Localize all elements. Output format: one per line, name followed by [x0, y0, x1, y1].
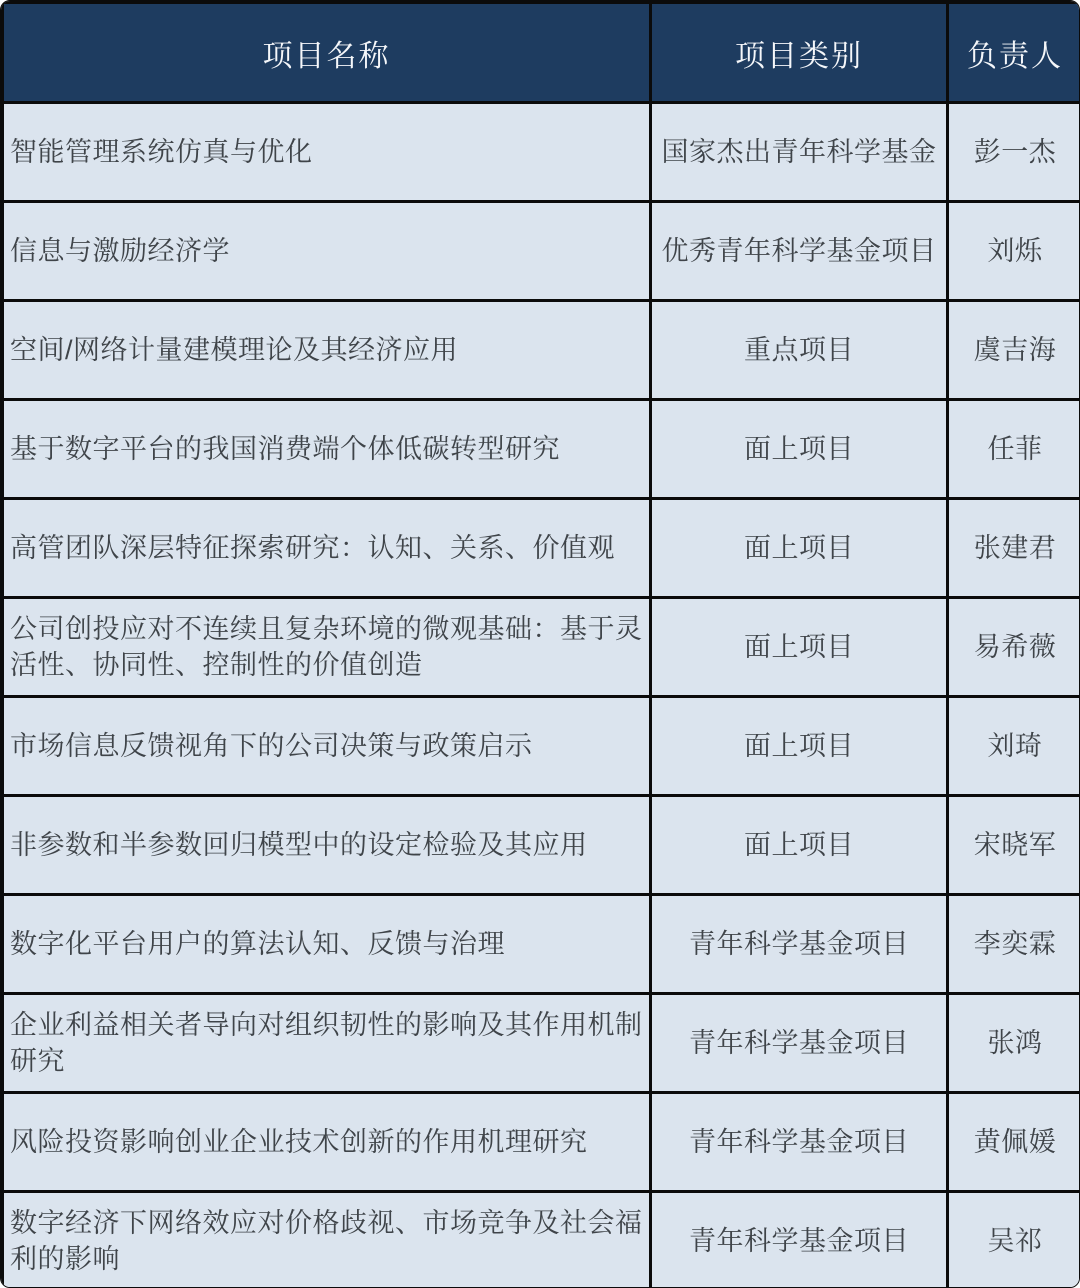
table-row — [3, 1192, 1080, 1288]
project-name-cell: 高管团队深层特征探索研究：认知、关系、价值观 — [3, 499, 651, 598]
leader-cell: 宋晓军 — [948, 796, 1080, 895]
leader-cell: 黄佩媛 — [948, 1093, 1080, 1192]
project-category-cell: 青年科学基金项目 — [651, 895, 948, 994]
project-name-cell: 公司创投应对不连续且复杂环境的微观基础：基于灵活性、协同性、控制性的价值创造 — [3, 598, 651, 697]
project-category-cell: 青年科学基金项目 — [651, 994, 948, 1093]
table-row — [3, 499, 1080, 598]
table-row — [3, 598, 1080, 697]
project-category-cell: 青年科学基金项目 — [651, 1093, 948, 1192]
table-row — [3, 895, 1080, 994]
project-category-cell: 优秀青年科学基金项目 — [651, 202, 948, 301]
project-category-cell: 面上项目 — [651, 598, 948, 697]
project-name-cell: 信息与激励经济学 — [3, 202, 651, 301]
header-cell-project-name: 项目名称 — [3, 3, 651, 103]
leader-cell: 虞吉海 — [948, 301, 1080, 400]
leader-cell: 张建君 — [948, 499, 1080, 598]
header-cell-leader: 负责人 — [948, 3, 1080, 103]
projects-table-grid — [1, 1, 1080, 1288]
leader-cell: 任菲 — [948, 400, 1080, 499]
project-name-cell: 市场信息反馈视角下的公司决策与政策启示 — [3, 697, 651, 796]
project-category-cell: 青年科学基金项目 — [651, 1192, 948, 1288]
table-row — [3, 202, 1080, 301]
leader-cell: 吴祁 — [948, 1192, 1080, 1288]
leader-cell: 张鸿 — [948, 994, 1080, 1093]
project-category-cell: 面上项目 — [651, 499, 948, 598]
project-name-cell: 非参数和半参数回归模型中的设定检验及其应用 — [3, 796, 651, 895]
project-category-cell: 面上项目 — [651, 400, 948, 499]
leader-cell: 易希薇 — [948, 598, 1080, 697]
table-row — [3, 994, 1080, 1093]
table-row — [3, 400, 1080, 499]
table-header-row — [3, 3, 1080, 103]
project-name-cell: 空间/网络计量建模理论及其经济应用 — [3, 301, 651, 400]
table-row — [3, 103, 1080, 202]
project-category-cell: 国家杰出青年科学基金 — [651, 103, 948, 202]
leader-cell: 刘烁 — [948, 202, 1080, 301]
project-name-cell: 数字化平台用户的算法认知、反馈与治理 — [3, 895, 651, 994]
table-row — [3, 1093, 1080, 1192]
table-row — [3, 796, 1080, 895]
project-name-cell: 数字经济下网络效应对价格歧视、市场竞争及社会福利的影响 — [3, 1192, 651, 1288]
leader-cell: 李奕霖 — [948, 895, 1080, 994]
project-category-cell: 面上项目 — [651, 697, 948, 796]
project-name-cell: 企业利益相关者导向对组织韧性的影响及其作用机制研究 — [3, 994, 651, 1093]
project-name-cell: 智能管理系统仿真与优化 — [3, 103, 651, 202]
project-name-cell: 基于数字平台的我国消费端个体低碳转型研究 — [3, 400, 651, 499]
table-row — [3, 301, 1080, 400]
project-category-cell: 重点项目 — [651, 301, 948, 400]
leader-cell: 刘琦 — [948, 697, 1080, 796]
project-name-cell: 风险投资影响创业企业技术创新的作用机理研究 — [3, 1093, 651, 1192]
table-row — [3, 697, 1080, 796]
project-category-cell: 面上项目 — [651, 796, 948, 895]
leader-cell: 彭一杰 — [948, 103, 1080, 202]
header-cell-project-category: 项目类别 — [651, 3, 948, 103]
